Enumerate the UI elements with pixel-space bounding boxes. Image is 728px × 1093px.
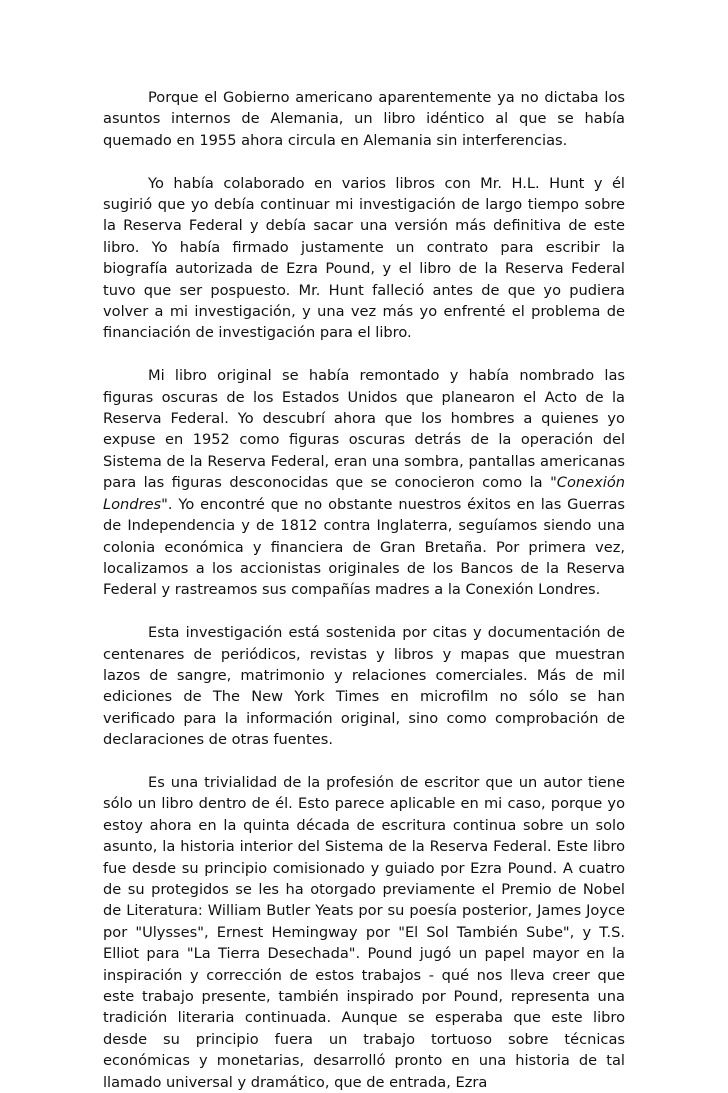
paragraph-2 [103,173,625,344]
paragraph-text: Mi libro original se había remontado y había nombrado las figuras oscuras de los Estados Unidos que planearon el Acto de la Reserva Federal. Yo descubrí ahora que los hombres a quienes yo expuse en 1952 como figuras oscuras detrás de la operación del Sistema de la Reserva Federal, eran una sombra, pantallas americanas para las figuras desconocidas que se conocieron como la " [103,367,625,492]
italic-book-term: Conexión Londres [103,474,625,513]
paragraph-text: ". Yo encontré que no obstante nuestros éxitos en las Guerras de Independencia y de 1812 contra Inglaterra, seguíamos siendo una colonia económica y financiera de Gran Bretaña. Por primera vez, localizamos a los accionistas originales de los Bancos de la Reserva Federal y rastreamos sus compañías madres a la Conexión Londres. [103,495,625,599]
paragraph-text: Porque el Gobierno americano aparentemente ya no dictaba los asuntos internos de Alemania, un libro idéntico al que se había quemado en 1955 ahora circula en Alemania sin interferencias. [103,89,625,149]
paragraph-text: Esta investigación está sostenida por citas y documentación de centenares de periódicos, revistas y libros y mapas que muestran lazos de sangre, matrimonio y relaciones comerciales. Más de mil ediciones de The New York Times en microfilm no sólo se han verificado para la información original, sino como comprobación de declaraciones de otras fuentes. [103,624,625,749]
paragraph-text: Es una trivialidad de la profesión de escritor que un autor tiene sólo un libro dentro de él. Esto parece aplicable en mi caso, porque yo estoy ahora en la quinta década de escritura continua sobre un solo asunto, la historia interior del Sistema de la Reserva Federal. Este libro fue desde su principio comisionado y guiado por Ezra Pound. A cuatro de su protegidos se les ha otorgado previamente el Premio de Nobel de Literatura: William Butler Yeats por su poesía posterior, James Joyce por "Ulysses", Ernest Hemingway por "El Sol También Sube", y T.S. Elliot para "La Tierra Desechada". Pound jugó un papel mayor en la inspiración y corrección de estos trabajos - qué nos lleva creer que este trabajo presente, también inspirado por Pound, representa una tradición literaria continuada. Aunque se esperaba que este libro desde su principio fuera un trabajo tortuoso sobre técnicas económicas y monetarias, desarrolló pronto en una historia de tal llamado universal y dramático, que de entrada, Ezra [103,773,625,1091]
document-page [103,87,625,1093]
paragraph-5 [103,772,625,1093]
paragraph-3 [103,365,625,600]
paragraph-4 [103,622,625,750]
paragraph-1 [103,87,625,151]
paragraph-text: Yo había colaborado en varios libros con Mr. H.L. Hunt y él sugirió que yo debía continuar mi investigación de largo tiempo sobre la Reserva Federal y debía sacar una versión más definitiva de este libro. Yo había firmado justamente un contrato para escribir la biografía autorizada de Ezra Pound, y el libro de la Reserva Federal tuvo que ser pospuesto. Mr. Hunt falleció antes de que yo pudiera volver a mi investigación, y una vez más yo enfrenté el problema de financiación de investigación para el libro. [103,174,625,342]
